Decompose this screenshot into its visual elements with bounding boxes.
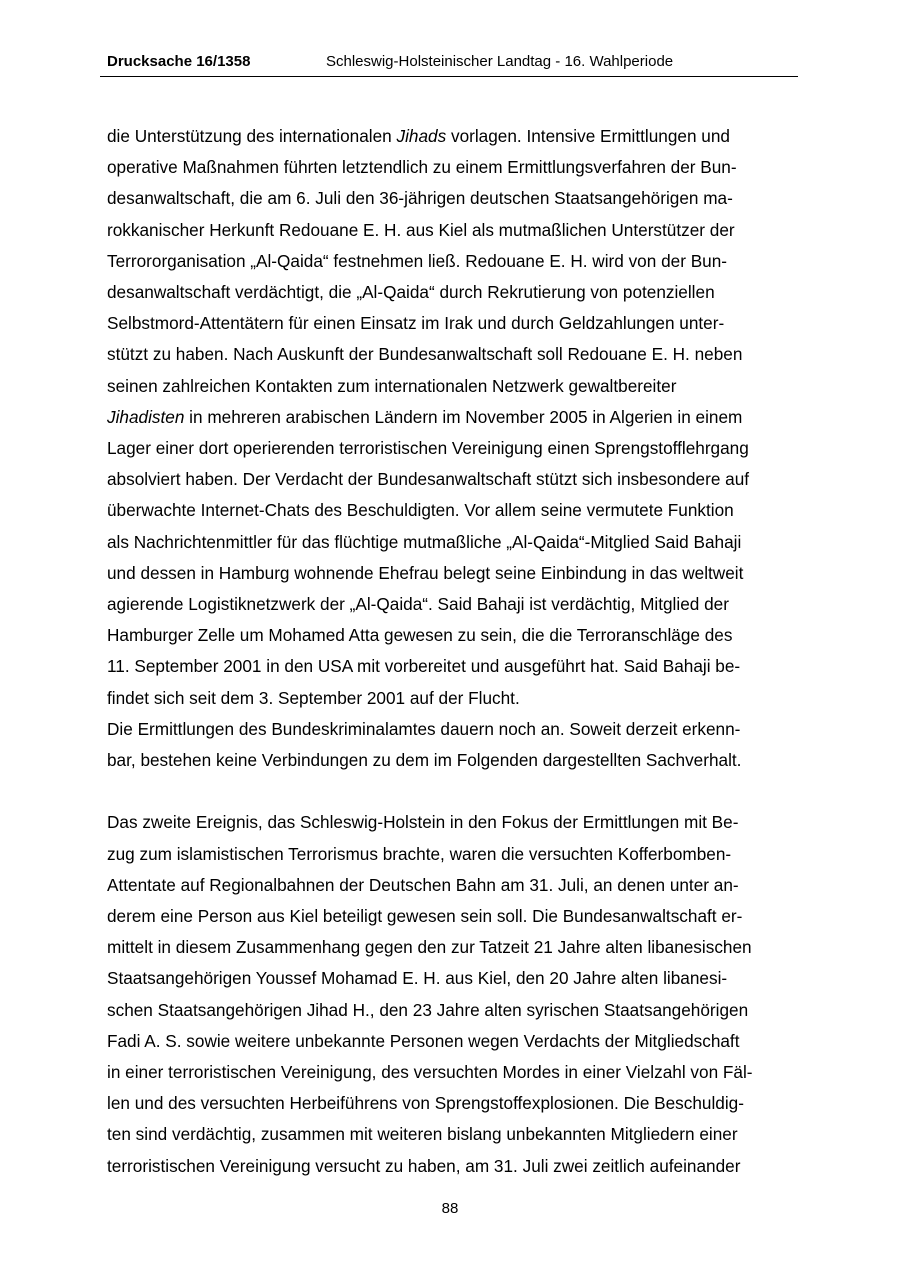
text-line <box>107 558 807 589</box>
text-line <box>107 495 807 526</box>
text-line <box>107 1026 807 1057</box>
text-segment: Fadi A. S. sowie weitere unbekannte Personen wegen Verdachts der Mitgliedschaft <box>107 1030 740 1051</box>
text-line <box>107 870 807 901</box>
text-segment: operative Maßnahmen führten letztendlich zu einem Ermittlungsverfahren der Bun- <box>107 157 737 178</box>
text-line <box>107 246 807 277</box>
text-segment: desanwaltschaft verdächtigt, die „Al-Qaida“ durch Rekrutierung von potenziellen <box>107 282 715 303</box>
text-segment: Lager einer dort operierenden terroristischen Vereinigung einen Sprengstofflehrgang <box>107 438 749 459</box>
text-line <box>107 995 807 1026</box>
text-line <box>107 527 807 558</box>
text-segment: Das zweite Ereignis, das Schleswig-Holstein in den Fokus der Ermittlungen mit Be- <box>107 812 739 833</box>
text-segment: bar, bestehen keine Verbindungen zu dem im Folgenden dargestellten Sachverhalt. <box>107 750 742 771</box>
text-segment: Selbstmord-Attentätern für einen Einsatz im Irak und durch Geldzahlungen unter- <box>107 313 725 334</box>
text-segment: als Nachrichtenmittler für das flüchtige mutmaßliche „Al-Qaida“-Mitglied Said Bahaji <box>107 531 742 552</box>
text-segment: Staatsangehörigen Youssef Mohamad E. H. aus Kiel, den 20 Jahre alten libanesi- <box>107 968 728 989</box>
text-segment: die Unterstützung des internationalen <box>107 126 397 146</box>
page-number: 88 <box>441 1200 459 1217</box>
text-line <box>107 215 807 246</box>
text-segment: ten sind verdächtig, zusammen mit weiteren bislang unbekannten Mitgliedern einer <box>107 1124 738 1145</box>
italic-term: Jihadisten <box>107 406 185 427</box>
text-segment: len und des versuchten Herbeiführens von Sprengstoffexplosionen. Die Beschuldig- <box>107 1093 744 1114</box>
text-segment: schen Staatsangehörigen Jihad H., den 23 Jahre alten syrischen Staatsangehörigen <box>107 999 749 1020</box>
text-segment: Attentate auf Regionalbahnen der Deutschen Bahn am 31. Juli, an denen unter an- <box>107 874 739 895</box>
text-line <box>107 121 807 152</box>
text-segment: rokkanischer Herkunft Redouane E. H. aus Kiel als mutmaßlichen Unterstützer der <box>107 219 735 240</box>
text-line <box>107 339 807 370</box>
text-segment: Die Ermittlungen des Bundeskriminalamtes dauern noch an. Soweit derzeit erkenn- <box>107 718 741 739</box>
text-line <box>107 183 807 214</box>
paragraph <box>107 121 807 714</box>
text-line <box>107 402 807 433</box>
text-line <box>107 1119 807 1150</box>
text-segment: derem eine Person aus Kiel beteiligt gewesen sein soll. Die Bundesanwaltschaft er- <box>107 906 743 927</box>
text-segment: absolviert haben. Der Verdacht der Bundesanwaltschaft stützt sich insbesondere auf <box>107 469 750 490</box>
text-line <box>107 464 807 495</box>
text-line <box>107 152 807 183</box>
text-segment: stützt zu haben. Nach Auskunft der Bundesanwaltschaft soll Redouane E. H. neben <box>107 344 743 365</box>
text-line <box>107 277 807 308</box>
text-line <box>107 714 807 745</box>
text-line <box>107 589 807 620</box>
text-segment: terroristischen Vereinigung versucht zu haben, am 31. Juli zwei zeitlich aufeinander <box>107 1155 741 1176</box>
text-line <box>107 651 807 682</box>
text-segment: und dessen in Hamburg wohnende Ehefrau belegt seine Einbindung in das weltweit <box>107 562 744 583</box>
italic-term: Jihads <box>396 126 447 146</box>
text-segment: agierende Logistiknetzwerk der „Al-Qaida“. Said Bahaji ist verdächtig, Mitglied der <box>107 594 729 615</box>
text-segment: findet sich seit dem 3. September 2001 auf der Flucht. <box>107 687 520 708</box>
text-segment: Hamburger Zelle um Mohamed Atta gewesen zu sein, die die Terroranschläge des <box>107 625 733 646</box>
text-line <box>107 620 807 651</box>
text-line <box>107 308 807 339</box>
text-line <box>107 1151 807 1182</box>
text-segment: vorlagen. Intensive Ermittlungen und <box>446 126 730 146</box>
document-number: Drucksache 16/1358 <box>107 53 251 70</box>
text-line <box>107 683 807 714</box>
document-title: Schleswig-Holsteinischer Landtag - 16. Wahlperiode <box>326 53 674 70</box>
text-segment: überwachte Internet-Chats des Beschuldigten. Vor allem seine vermutete Funktion <box>107 500 734 521</box>
text-line <box>107 963 807 994</box>
text-line <box>107 839 807 870</box>
text-segment: in mehreren arabischen Ländern im November 2005 in Algerien in einem <box>184 406 743 427</box>
text-line <box>107 745 807 776</box>
text-line <box>107 1088 807 1119</box>
text-segment: Terrororganisation „Al-Qaida“ festnehmen ließ. Redouane E. H. wird von der Bun- <box>107 250 727 271</box>
page-header <box>100 52 798 77</box>
paragraph <box>107 807 807 1181</box>
text-segment: zug zum islamistischen Terrorismus brachte, waren die versuchten Kofferbomben- <box>107 843 732 864</box>
text-line <box>107 932 807 963</box>
text-segment: seinen zahlreichen Kontakten zum internationalen Netzwerk gewaltbereiter <box>107 375 677 396</box>
text-segment: 11. September 2001 in den USA mit vorbereitet und ausgeführt hat. Said Bahaji be- <box>107 656 741 677</box>
paragraph <box>107 714 807 776</box>
text-segment: desanwaltschaft, die am 6. Juli den 36-jährigen deutschen Staatsangehörigen ma- <box>107 188 733 209</box>
text-line <box>107 901 807 932</box>
text-line <box>107 1057 807 1088</box>
text-segment: mittelt in diesem Zusammenhang gegen den zur Tatzeit 21 Jahre alten libanesischen <box>107 937 752 958</box>
text-line <box>107 371 807 402</box>
text-line <box>107 807 807 838</box>
body-text <box>107 121 807 1182</box>
text-segment: in einer terroristischen Vereinigung, des versuchten Mordes in einer Vielzahl von Fäl- <box>107 1062 753 1083</box>
text-line <box>107 433 807 464</box>
